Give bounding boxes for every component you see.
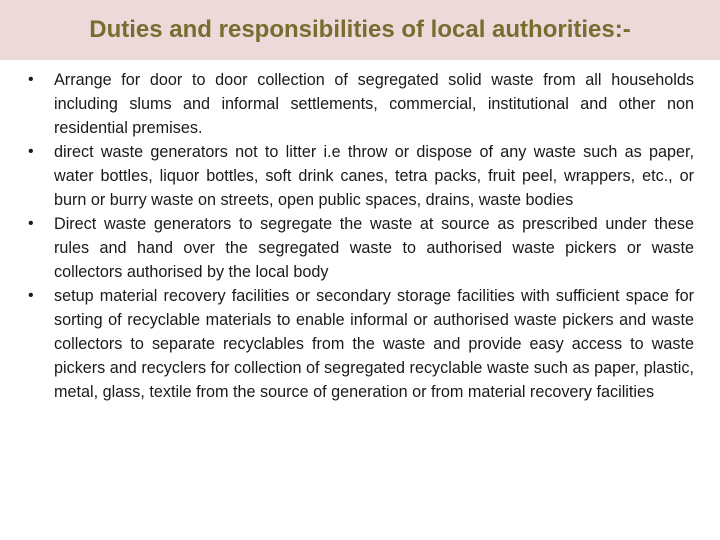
bullet-item [28, 68, 694, 140]
bullet-item [28, 212, 694, 284]
bullet-dot-icon: • [28, 287, 34, 304]
bullet-text: Arrange for door to door collection of segregated solid waste from all households including slums and informal settlements, commercial, institutional and other non residential premises. [54, 71, 694, 137]
bullet-dot-icon: • [28, 71, 34, 88]
bullet-item [28, 284, 694, 404]
bullet-text: setup material recovery facilities or secondary storage facilities with sufficient space for sorting of recyclable materials to enable informal or authorised waste pickers and waste collectors to separate recyclables from the waste and provide easy access to waste pickers and recyclers for collection of segregated recyclable waste such as paper, plastic, metal, glass, textile from the source of generation or from material recovery facilities [54, 287, 694, 401]
bullet-dot-icon: • [28, 215, 34, 232]
slide-title: Duties and responsibilities of local authorities:- [89, 16, 631, 43]
bullet-text: Direct waste generators to segregate the waste at source as prescribed under these rules and hand over the segregated waste to authorised waste pickers or waste collectors authorised by the local body [54, 215, 694, 281]
bullet-dot-icon: • [28, 143, 34, 160]
bullet-item [28, 140, 694, 212]
bullet-list [28, 68, 694, 404]
title-bar [0, 0, 720, 60]
bullet-text: direct waste generators not to litter i.e throw or dispose of any waste such as paper, water bottles, liquor bottles, soft drink canes, tetra packs, fruit peel, wrappers, etc., or burn or burry waste on streets, open public spaces, drains, waste bodies [54, 143, 694, 209]
